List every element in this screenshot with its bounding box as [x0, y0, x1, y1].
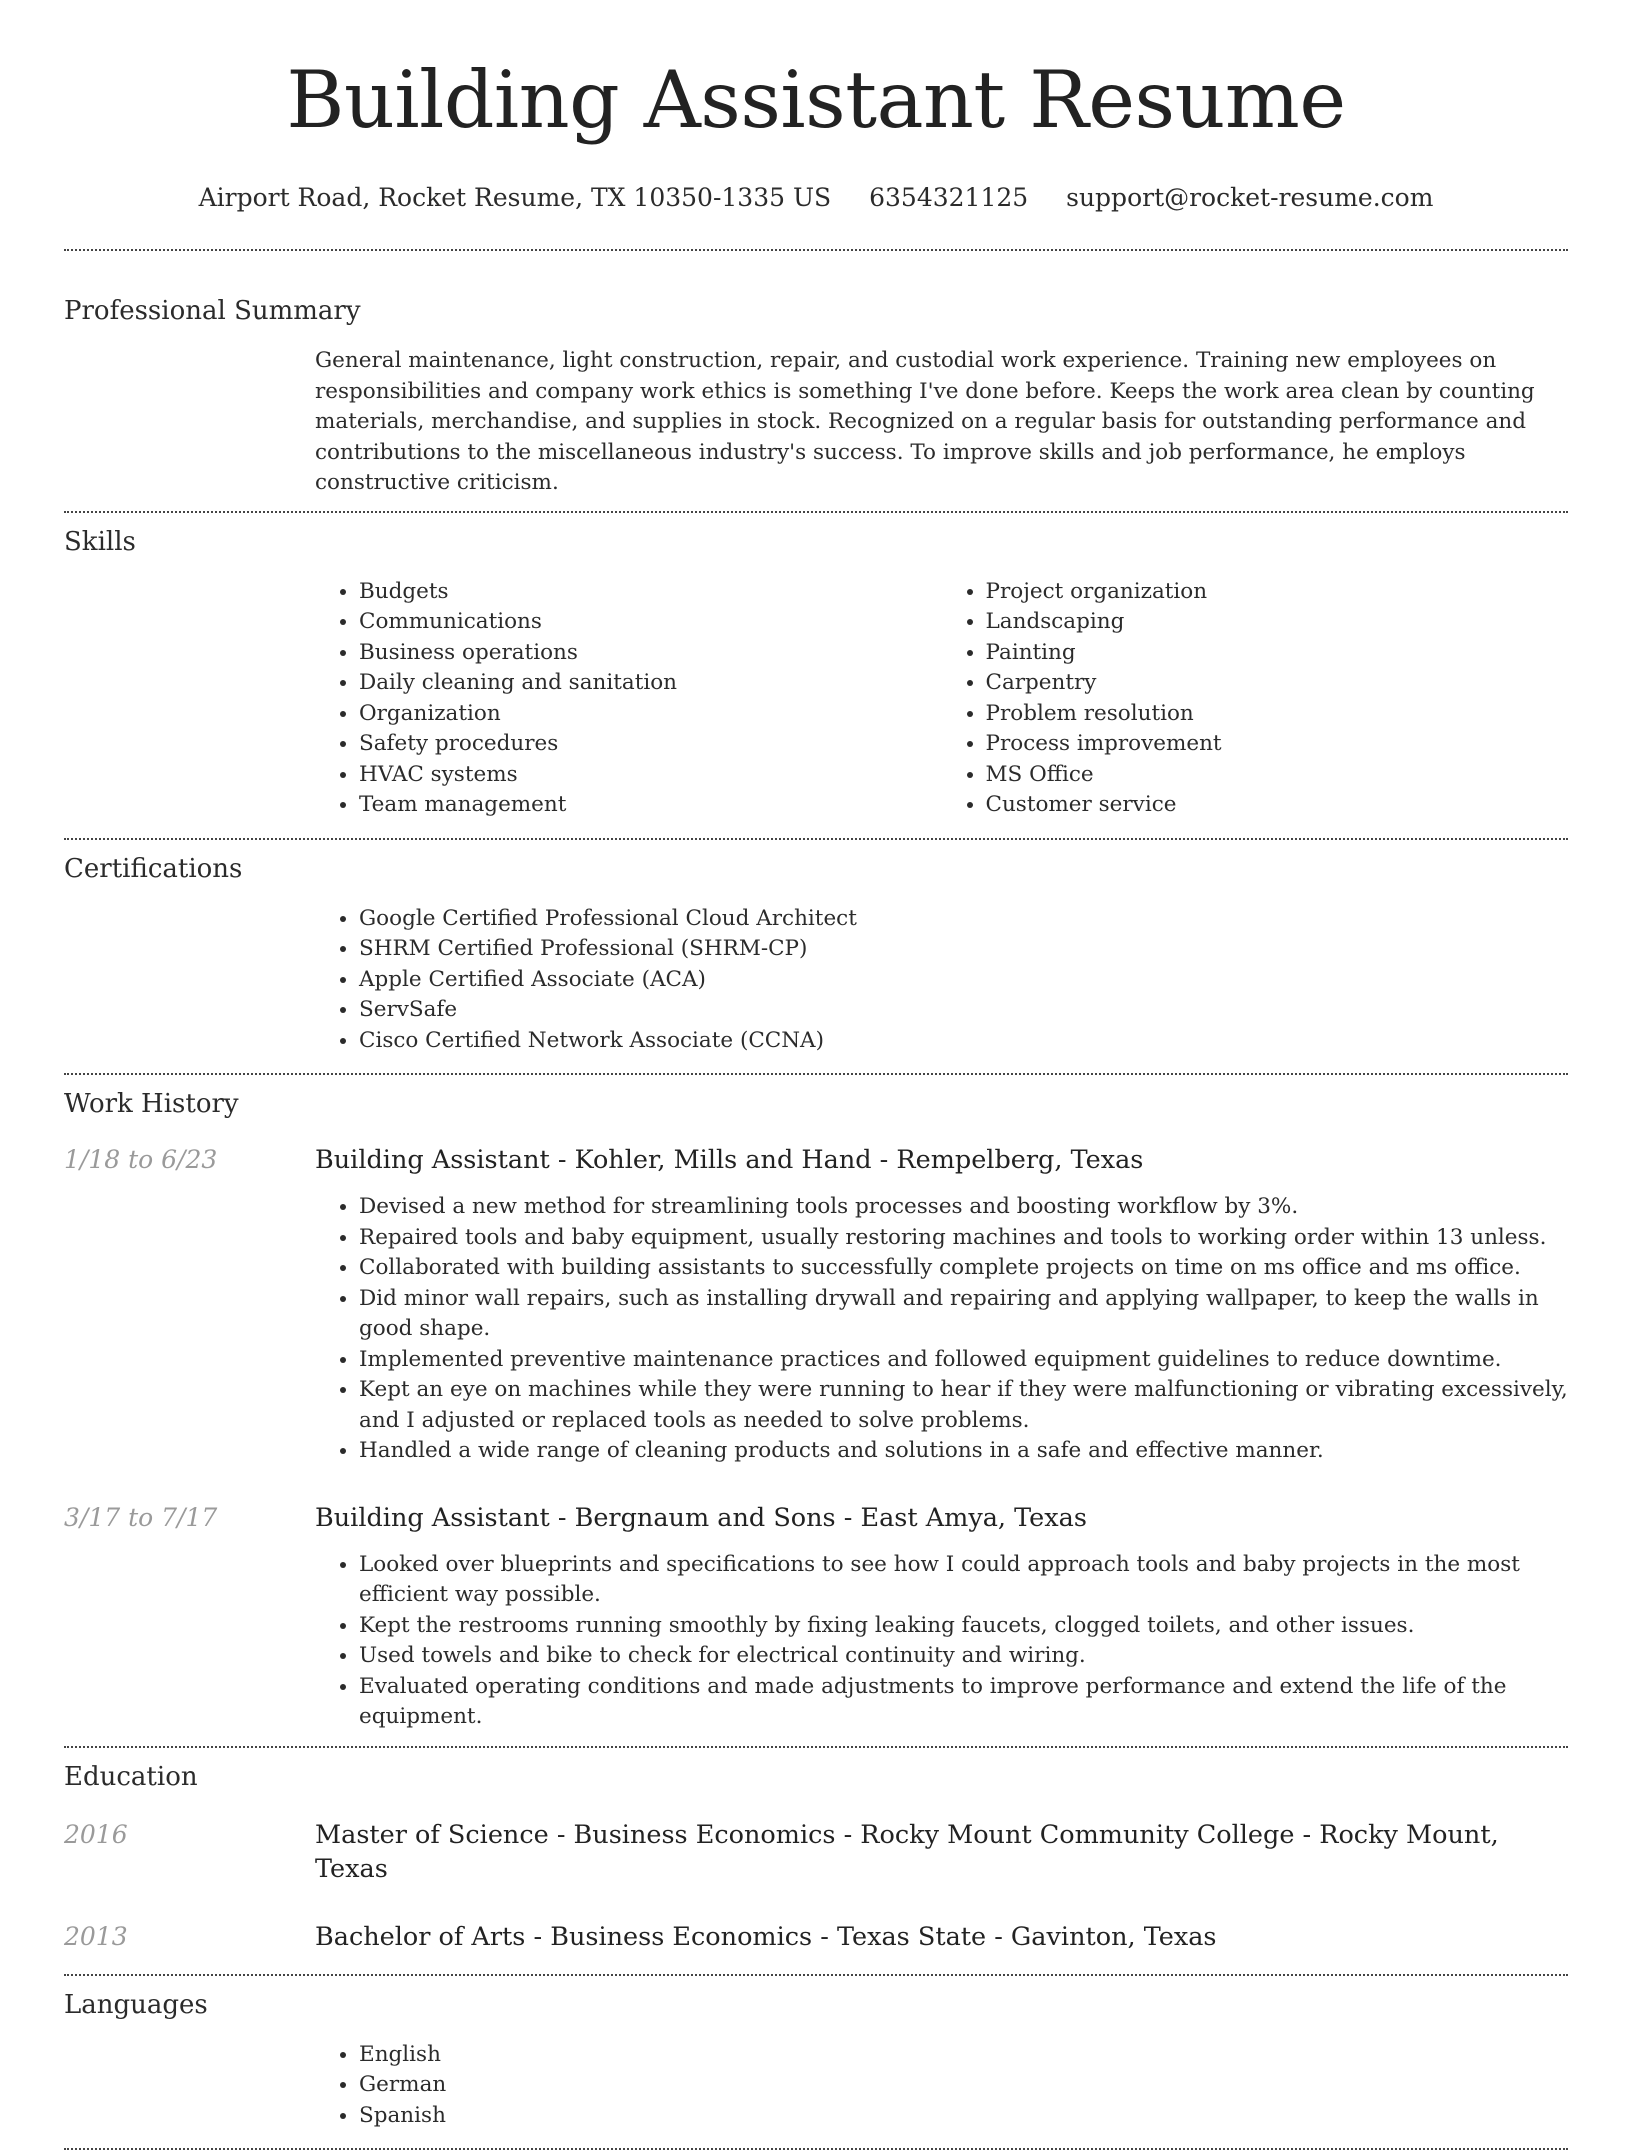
section-languages — [64, 1988, 1568, 2132]
contact-phone: 6354321125 — [869, 183, 1029, 212]
job-title: Building Assistant - Kohler, Mills and Hand - Rempelberg, Texas — [315, 1145, 1144, 1175]
skill-item: • Painting — [986, 638, 1569, 669]
education-entry — [64, 1920, 1568, 1954]
skill-item: • Budgets — [359, 577, 942, 608]
section-title-languages: Languages — [64, 1989, 208, 2020]
section-skills — [64, 525, 1568, 821]
certifications-content — [315, 904, 1568, 1057]
skill-item: • Communications — [359, 607, 942, 638]
section-title-certifications: Certifications — [64, 853, 243, 884]
section-work-history — [64, 1087, 1568, 1733]
section-summary — [64, 294, 1568, 499]
section-certifications — [64, 852, 1568, 1057]
job-dates: 3/17 to 7/17 — [64, 1502, 218, 1532]
skills-list-left — [315, 577, 942, 821]
skill-item: • Project organization — [986, 577, 1569, 608]
skills-columns — [315, 577, 1568, 821]
divider — [64, 511, 1568, 513]
certifications-list — [315, 904, 1568, 1057]
skill-item: • HVAC systems — [359, 760, 942, 791]
job-bullets — [315, 1550, 1568, 1733]
certification-item: • Google Certified Professional Cloud Architect — [359, 904, 1568, 935]
section-title-work: Work History — [64, 1089, 239, 1119]
job-title: Building Assistant - Bergnaum and Sons - East Amya, Texas — [315, 1502, 1087, 1533]
certification-item: • Cisco Certified Network Associate (CCNA) — [359, 1026, 1568, 1057]
job-bullet: • Kept an eye on machines while they were running to hear if they were malfunctioning or vibrating excessively, and I adjusted or replaced tools as needed to solve problems. — [359, 1375, 1568, 1436]
job-bullet: • Kept the restrooms running smoothly by fixing leaking faucets, clogged toilets, and other issues. — [359, 1611, 1568, 1642]
resume-page — [64, 0, 1568, 2150]
certification-item: • Apple Certified Associate (ACA) — [359, 965, 1568, 996]
education-entry — [64, 1818, 1568, 1886]
job-details — [315, 1550, 1568, 1733]
job-bullet: • Looked over blueprints and specifications to see how I could approach tools and baby projects in the most efficient way possible. — [359, 1550, 1568, 1611]
divider — [64, 1974, 1568, 1976]
skill-item: • Business operations — [359, 638, 942, 669]
skills-list-right — [942, 577, 1569, 821]
resume-title: Building Assistant Resume — [286, 54, 1346, 146]
certification-item: • SHRM Certified Professional (SHRM-CP) — [359, 934, 1568, 965]
skill-item: • Problem resolution — [986, 699, 1569, 730]
section-title-skills: Skills — [64, 526, 136, 557]
job-bullet: • Used towels and bike to check for electrical continuity and wiring. — [359, 1641, 1568, 1672]
skill-item: • Daily cleaning and sanitation — [359, 668, 942, 699]
job-dates: 1/18 to 6/23 — [64, 1145, 218, 1174]
job-entry — [64, 1143, 1568, 1467]
skill-item: • Organization — [359, 699, 942, 730]
skill-item: • Customer service — [986, 790, 1569, 821]
section-title-summary: Professional Summary — [64, 296, 361, 326]
divider — [64, 249, 1568, 251]
certification-item: • ServSafe — [359, 995, 1568, 1026]
job-bullet: • Did minor wall repairs, such as installing drywall and repairing and applying wallpaper, to keep the walls in good shape. — [359, 1284, 1568, 1345]
job-bullet: • Collaborated with building assistants to successfully complete projects on time on ms office and ms office. — [359, 1253, 1568, 1284]
job-bullet: • Devised a new method for streamlining tools processes and boosting workflow by 3%. — [359, 1192, 1568, 1223]
skill-item: • Landscaping — [986, 607, 1569, 638]
language-item: • German — [359, 2070, 1568, 2101]
contact-address: Airport Road, Rocket Resume, TX 10350-1335 US — [198, 183, 832, 212]
languages-list — [315, 2040, 1568, 2132]
education-year: 2013 — [64, 1921, 128, 1951]
contact-line — [64, 182, 1568, 214]
skill-item: • Team management — [359, 790, 942, 821]
language-item: • English — [359, 2040, 1568, 2071]
divider — [64, 1073, 1568, 1075]
job-bullet: • Repaired tools and baby equipment, usually restoring machines and tools to working order within 13 unless. — [359, 1223, 1568, 1254]
skill-item: • Carpentry — [986, 668, 1569, 699]
language-item: • Spanish — [359, 2101, 1568, 2132]
skill-item: • MS Office — [986, 760, 1569, 791]
section-title-education: Education — [64, 1761, 198, 1792]
job-bullet: • Evaluated operating conditions and made adjustments to improve performance and extend the life of the equipment. — [359, 1672, 1568, 1733]
job-bullet: • Handled a wide range of cleaning products and solutions in a safe and effective manner. — [359, 1436, 1568, 1467]
section-education — [64, 1760, 1568, 1954]
contact-email: support@rocket-resume.com — [1066, 183, 1434, 212]
education-year: 2016 — [64, 1819, 128, 1849]
summary-text: General maintenance, light construction, repair, and custodial work experience. Training new employees on responsibilities and company work ethics is something I've done before. Keeps the work area clean by counting materials, merchandise, and supplies in stock. Recognized on a regular basis for outstanding performance and contributions to the miscellaneous industry's success. To improve skills and job performance, he employs constructive criticism. — [315, 348, 1535, 495]
education-degree: Master of Science - Business Economics - Rocky Mount Community College - Rocky Mount, Texas — [315, 1819, 1499, 1884]
divider — [64, 838, 1568, 840]
skill-item: • Process improvement — [986, 729, 1569, 760]
divider — [64, 1746, 1568, 1748]
languages-content — [315, 2040, 1568, 2132]
resume-header — [64, 0, 1568, 214]
job-bullets — [315, 1192, 1568, 1467]
job-bullet: • Implemented preventive maintenance practices and followed equipment guidelines to reduce downtime. — [359, 1345, 1568, 1376]
job-details — [315, 1192, 1568, 1467]
job-entry — [64, 1501, 1568, 1733]
skill-item: • Safety procedures — [359, 729, 942, 760]
education-degree: Bachelor of Arts - Business Economics - Texas State - Gavinton, Texas — [315, 1921, 1217, 1952]
